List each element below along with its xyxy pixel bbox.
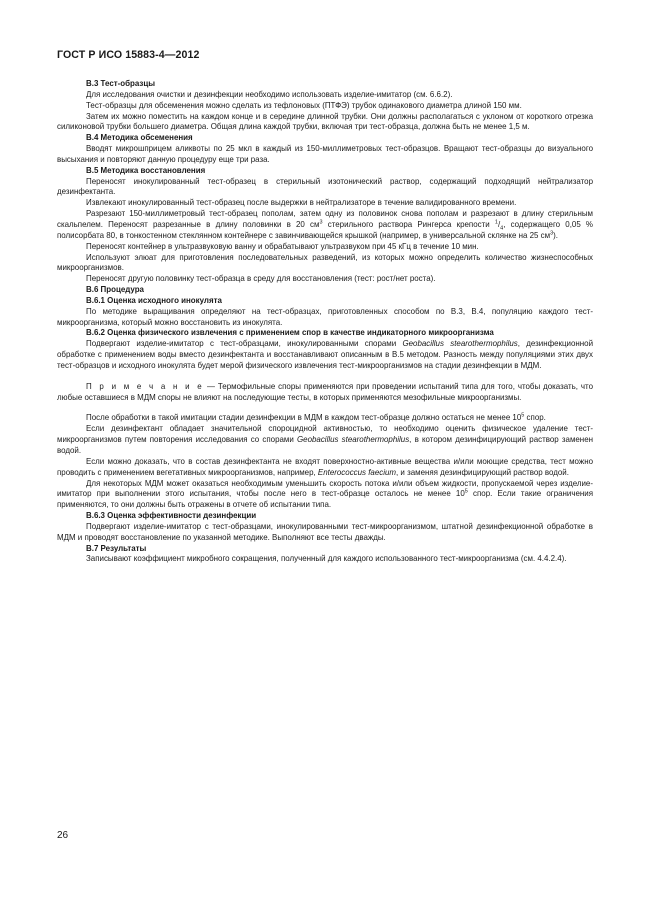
paragraph: Переносят контейнер в ультразвуковую ванну и обрабатывают ультразвуком при 45 кГц в течение 10 мин.: [86, 241, 479, 251]
note-text: — Термофильные споры применяются при проведении испытаний типа для того, чтобы доказать, что любые оставшиеся в МДМ споры не влияют на последующие тесты, в которых применяются мезофильные микроорганизмы.: [57, 381, 594, 402]
text-run: После обработки в такой имитации стадии дезинфекции в МДМ в каждом тест-образце должно остаться не менее 10: [86, 413, 522, 423]
text-run: спор.: [524, 413, 546, 423]
paragraph: Извлекают инокулированный тест-образец после выдержки в нейтрализаторе в течение валидированного времени.: [86, 198, 517, 208]
paragraph: Затем их можно поместить на каждом конце и в середине длинной трубки. Они должны располагаться с уклоном от короткого отрезка силиконовой трубки большего диаметра. Общая длина каждой трубки, включая три тест-образца, должна быть не менее 1,5 м.: [57, 111, 593, 132]
section-heading-b62: В.6.2 Оценка физического извлечения с применением спор в качестве индикаторного микроорганизма: [86, 328, 494, 338]
text-run: Если дезинфектант обладает значительной спороцидной активностью, то необходимо оценить физическое удаление тест-микроорганизмов путем повторения исследования со спорами: [57, 424, 593, 445]
paragraph: [57, 339, 593, 372]
paragraph: Разрезают 150-миллиметровый тест-образец пополам, затем одну из половинок снова пополам и разрезают в длину стерильным скальпелем. Переносят разрезанные в длину половинки в 20 $см^3$ стерильного раствора Рингерса крепости $^1/_4$, содержащего 0,05 % полисорбата 80, в тонкостенном стеклянном контейнере с завинчивающейся крышкой (например, в универсальной склянке на 25 $см^3$).: [57, 209, 593, 240]
paragraph: Подвергают изделие-имитатор с тест-образцами, инокулированными тест-микроорганизмом, штатной дезинфекционной обработке в МДМ и проводят восстановление по указанной методике. Выполняют все тесты дважды.: [57, 521, 593, 542]
text-run: Разрезают 150-миллиметровый тест-образец пополам, затем одну из половинок снова пополам и разрезают в длину стерильным скальпелем. Переносят разрезанные в длину половинки в 20 см: [57, 209, 593, 229]
text-run: , содержащего 0,05 % полисорбата 80, в тонкостенном стеклянном контейнере с завинчивающейся крышкой (например, в универсальной склянке на 25 см: [57, 219, 593, 240]
paragraph: Тест-образцы для обсеменения можно сделать из тефлоновых (ПТФЭ) трубок одинакового диаметра длиной 150 мм.: [86, 100, 522, 110]
section-heading-b63: В.6.3 Оценка эффективности дезинфекции: [86, 511, 257, 521]
superscript: 5: [521, 412, 525, 419]
fraction-denominator: 4: [500, 225, 504, 232]
paragraph: [57, 457, 593, 479]
paragraph: Переносят инокулированный тест-образец в стерильный изотонический раствор, содержащий подходящий нейтрализатор дезинфектанта.: [57, 176, 593, 197]
paragraph: [57, 413, 593, 424]
section-heading-b61: В.6.1 Оценка исходного инокулята: [86, 295, 222, 305]
paragraph: Записывают коэффициент микробного сокращения, полученный для каждого использованного тест-микроорганизма (см. 4.4.2.4).: [86, 554, 567, 564]
section-heading-b3: В.3 Тест-образцы: [86, 79, 155, 88]
species-name: Geobacillus stearothermophilus: [402, 339, 518, 349]
paragraph: Переносят другую половинку тест-образца в среду для восстановления (тест: рост/нет роста).: [86, 274, 436, 284]
text-run: ).: [553, 230, 558, 240]
text-run: стерильного раствора Рингерса крепости: [322, 219, 495, 229]
paragraph: [57, 479, 593, 512]
text-run: Подвергают изделие-имитатор с тест-образцами, инокулированными спорами: [86, 339, 403, 349]
superscript: 3: [319, 219, 323, 226]
paragraph: По методике выращивания определяют на тест-образцах, приготовленных способом по В.3, В.4, популяцию каждого тест-микроорганизма, который можно восстановить из инокулята.: [57, 306, 593, 327]
text-run: спор. Если такие ограничения применяются, то они должны быть отражены в отчете об испытании типа.: [57, 489, 594, 510]
paragraph: Используют элюат для приготовления последовательных разведений, из которых можно определить количество жизнеспособных микроорганизмов.: [57, 252, 593, 273]
text-run: Если можно доказать, что в состав дезинфектанта не входят поверхностно-активные вещества и/или моющие средства, тест можно проводить с применением вегетативных микроорганизмов, например,: [57, 456, 593, 477]
text-run: Для некоторых МДМ может оказаться необходимым уменьшить скорость потока и/или объем жидкости, пропускаемой через изделие-имитатор при выполнении этого испытания, чтобы после него в тест-образце осталось не менее 10: [57, 478, 593, 499]
section-heading-b4: В.4 Методика обсеменения: [86, 133, 193, 143]
page-number: 26: [57, 830, 69, 841]
document-body: [57, 79, 593, 565]
fraction-numerator: 1: [494, 219, 498, 226]
superscript: 3: [550, 230, 554, 237]
note-paragraph: [57, 382, 593, 404]
species-name: Geobacillus stearothermophilus: [297, 435, 410, 445]
section-heading-b6: В.6 Процедура: [86, 285, 144, 295]
text-run: , и заменяя дезинфицирующий раствор водой.: [396, 467, 569, 477]
text-run: , дезинфекционной обработке с применением воды вместо дезинфектанта и восстанавливают описанным в В.5 методом. Разность между популяциями этих двух тест-образцов и исходного инокулята будет мерой физического извлечения тест-микроорганизмов на стадии дезинфекции в МДМ.: [57, 339, 593, 370]
paragraph: Вводят микрошприцем аликвоты по 25 мкл в каждый из 150-миллиметровых тест-образцов. Вращают тест-образцы до визуального высыхания и повторяют данную процедуру еще три раза.: [57, 144, 593, 164]
paragraph: [57, 424, 593, 457]
section-heading-b5: В.5 Методика восстановления: [86, 165, 206, 175]
note-label: П р и м е ч а н и е: [86, 381, 205, 391]
superscript: 5: [464, 488, 468, 495]
section-heading-b7: В.7 Результаты: [86, 543, 147, 553]
species-name: Enterococcus faecium: [317, 467, 397, 477]
text-run: , в котором дезинфицирующий раствор заменен водой.: [57, 435, 593, 455]
document-header: ГОСТ Р ИСО 15883-4—2012: [57, 49, 200, 61]
paragraph: Для исследования очистки и дезинфекции необходимо использовать изделие-имитатор (см. 6.6.2).: [86, 89, 453, 99]
